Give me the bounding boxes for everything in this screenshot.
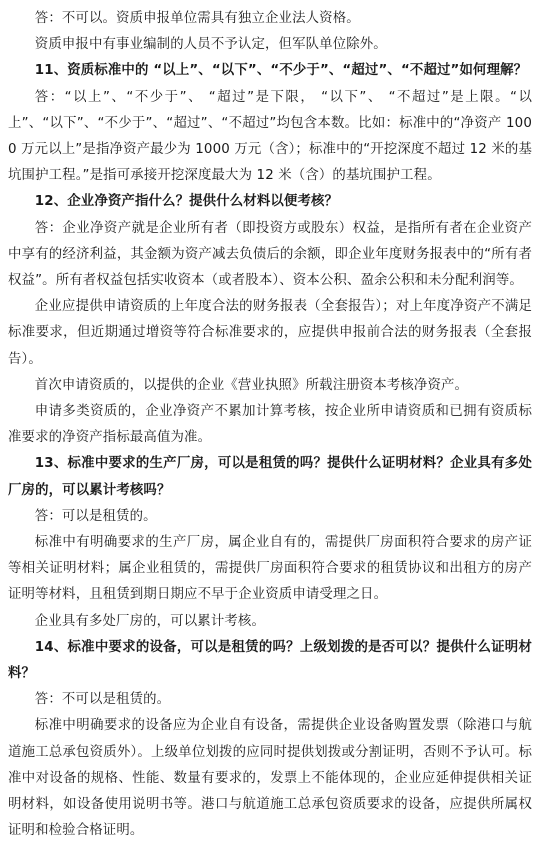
body-paragraph: 申请多类资质的，企业净资产不累加计算考核，按企业所申请资质和已拥有资质标准要求的净资产指标最高值为准。: [8, 404, 532, 446]
question-heading-11: 11、资质标准中的 “以上”、“以下”、“不少于”、“超过”、“不超过”如何理解？: [34, 63, 528, 79]
answer-paragraph: 答：“以上”、“不少于”、 “超过”是下限， “以下”、 “不超过”是上限。“以上”、“以下”、“不少于”、“超过”、“不超过”均包含本数。比如：标准中的“净资产 1000 万元以上”是指净资产最少为 1000 万元（含）；标准中的“开挖深度不超过 12 米的基坑围护工程。”是指可承接开挖深度最大为 12 米（含）的基坑围护工程。: [8, 89, 532, 184]
body-paragraph: 资质申报中有事业编制的人员不予认定，但军队单位除外。: [34, 37, 387, 53]
body-paragraph: 首次申请资质的，以提供的企业《营业执照》所载注册资本考核净资产。: [34, 377, 469, 393]
body-paragraph: 标准中明确要求的设备应为企业自有设备，需提供企业设备购置发票（除港口与航道施工总承包资质外）。上级单位划拨的应同时提供划拨或分割证明，否则不予认可。标准中对设备的规格、性能、数量有要求的，发票上不能体现的，企业应延伸提供相关证明材料，如设备使用说明书等。港口与航道施工总承包资质要求的设备，应提供所属权证明和检验合格证明。: [8, 718, 532, 839]
body-paragraph: 企业应提供申请资质的上年度合法的财务报表（全套报告）；对上年度净资产不满足标准要求，但近期通过增资等符合标准要求的，应提供申报前合法的财务报表（全套报告）。: [8, 299, 532, 367]
answer-paragraph: 答：可以是租赁的。: [34, 508, 157, 524]
answer-paragraph: 答：不可以。资质申报单位需具有独立企业法人资格。: [34, 11, 360, 26]
question-heading-12: 12、企业净资产指什么？提供什么材料以便考核？: [34, 194, 339, 210]
answer-paragraph: 答：企业净资产就是企业所有者（即投资方或股东）权益，是指所有者在企业资产中享有的经济利益，其金额为资产减去负债后的余额，即企业年度财务报表中的“所有者权益”。所有者权益包括实收资本（或者股本）、资本公积、盈余公积和未分配利润等。: [8, 220, 532, 289]
answer-paragraph: 答：不可以是租赁的。: [34, 692, 171, 708]
question-heading-14: 14、标准中要求的设备，可以是租赁的吗？上级划拨的是否可以？提供什么证明材料？: [8, 639, 532, 682]
body-paragraph: 标准中有明确要求的生产厂房，属企业自有的，需提供厂房面积符合要求的房产证等相关证明材料；属企业租赁的，需提供厂房面积符合要求的租赁协议和出租方的房产证明等材料，且租赁到期日期应不早于企业资质申请受理之日。: [8, 535, 532, 603]
body-paragraph: 企业具有多处厂房的，可以累计考核。: [34, 613, 265, 629]
question-heading-13: 13、标准中要求的生产厂房，可以是租赁的吗？提供什么证明材料？企业具有多处厂房的，可以累计考核吗？: [8, 456, 532, 498]
